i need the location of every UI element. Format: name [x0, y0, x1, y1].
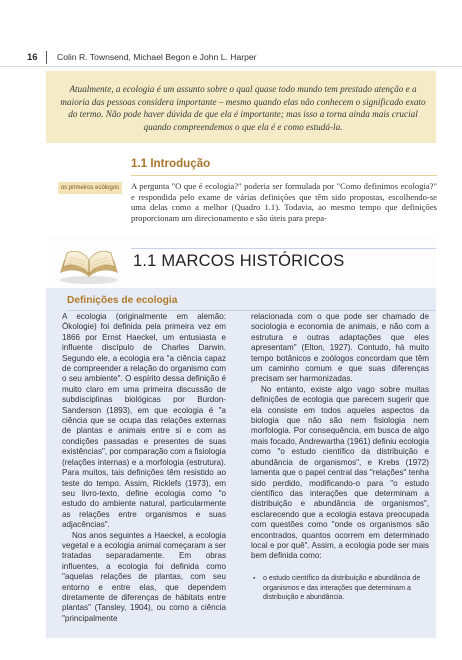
- header-rule: [0, 66, 462, 67]
- bullet-item: ▪ o estudo científico da distribuição e abundância de organismos e das interações que determinam a distribuição e abundância.: [253, 574, 431, 603]
- box-paragraph: A ecologia (originalmente em alemão: Ökologie) foi definida pela primeira vez em 1866 por Ernst Haeckel, um entusiasta e influente discípulo de Charles Darwin. Segundo ele, a ecologia era "a ciência capaz de compreender a relação do organismo com o seu ambiente". O espírito dessa definição é muito claro em uma primeira discussão de subdisciplinas biológicas por Burdon-Sanderson (1893), em que ecologia é "a ciência que se ocupa das relações externas de plantas e animais entre si e com as condições passadas e presentes de suas existências", por comparação com a fisiologia (relações internas) e a morfologia (estrutura). Para muitos, tais definições têm resistido ao teste do tempo. Assim, Ricklefs (1973), em seu livro-texto, define ecologia como "o estudo do ambiente natural, particularmente as relações entre organismos e suas adjacências".: [62, 312, 226, 530]
- header-authors: Colin R. Townsend, Michael Begon e John L. Harper: [57, 52, 257, 62]
- page-header: [0, 50, 462, 66]
- definition-bullets: [253, 574, 431, 603]
- box-paragraph: relacionada com o que pode ser chamado de sociologia e economia de animais, e não com a estrutura e outras adaptações que eles apresentam" (Elton, 1927). Contudo, há muito tempo botânicos e zoólogos concordam que têm um caminho comum e que suas diferenças precisam ser harmonizadas.: [251, 312, 429, 384]
- box-paragraph: No entanto, existe algo vago sobre muitas definições de ecologia que parecem sugerir que ela consiste em todos aqueles aspectos da biologia que não são nem fisiologia nem morfologia. Por consequência, em busca de algo mais focado, Andrewartha (1961) definiu ecologia como "o estudo científico da distribuição e abundância de organismos", e Krebs (1972) lamenta que o papel central das "relações" tenha sido perdido, modificando-o para "o estudo científico das interações que determinam a distribuição e abundância de organismos", esclarecendo que a ecologia estava preocupada com questões como "onde os organismos são encontrados, quantos ocorrem em determinado local e por quê". Assim, a ecologia pode ser mais bem definida como:: [251, 384, 429, 561]
- intro-box-text: Atualmente, a ecologia é um assunto sobre o qual quase todo mundo tem prestado atenção e a maioria das pessoas considera importante – mesmo quando elas não conhecem o significado exato do termo. Não pode haver dúvida de que ela é importante; mas isso a torna ainda mais crucial quando compreendemos o que ela é e como estudá-la.: [60, 84, 426, 132]
- box-subtitle-rule: [67, 310, 436, 311]
- page-number: 16: [27, 52, 38, 63]
- section-title-introducao: 1.1 Introdução: [131, 157, 211, 170]
- box-subtitle: Definições de ecologia: [67, 295, 178, 306]
- open-book-icon: [57, 243, 121, 287]
- intro-paragraph: A pergunta "O que é ecologia?" poderia ser formulada por "Como definimos ecologia?" e respondida pelo exame de várias definições que têm sido propostas, escolhendo-se uma delas como a melhor (Quadro 1.1). Todavia, ao mesmo tempo que definições proporcionam um direcionamento e são úteis para prepa-: [131, 181, 437, 223]
- historical-box-rule: [131, 248, 436, 249]
- box-left-column: [62, 312, 226, 624]
- section-rule: [131, 175, 437, 176]
- box-right-column: [251, 312, 429, 562]
- header-divider: [46, 51, 47, 64]
- historical-box-title: 1.1 MARCOS HISTÓRICOS: [133, 252, 345, 270]
- margin-tag: os primeiros ecólogos: [58, 182, 122, 194]
- box-paragraph: Nos anos seguintes a Haeckel, a ecologia vegetal e a ecologia animal começaram a ser tratadas separadamente. Em obras influentes, a ecologia foi definida como "aquelas relações de plantas, com seu entorno e entre elas, que dependem diretamente de diferenças de hábitats entre plantas" (Tansley, 1904), ou como a ciência "principalmente: [62, 530, 226, 623]
